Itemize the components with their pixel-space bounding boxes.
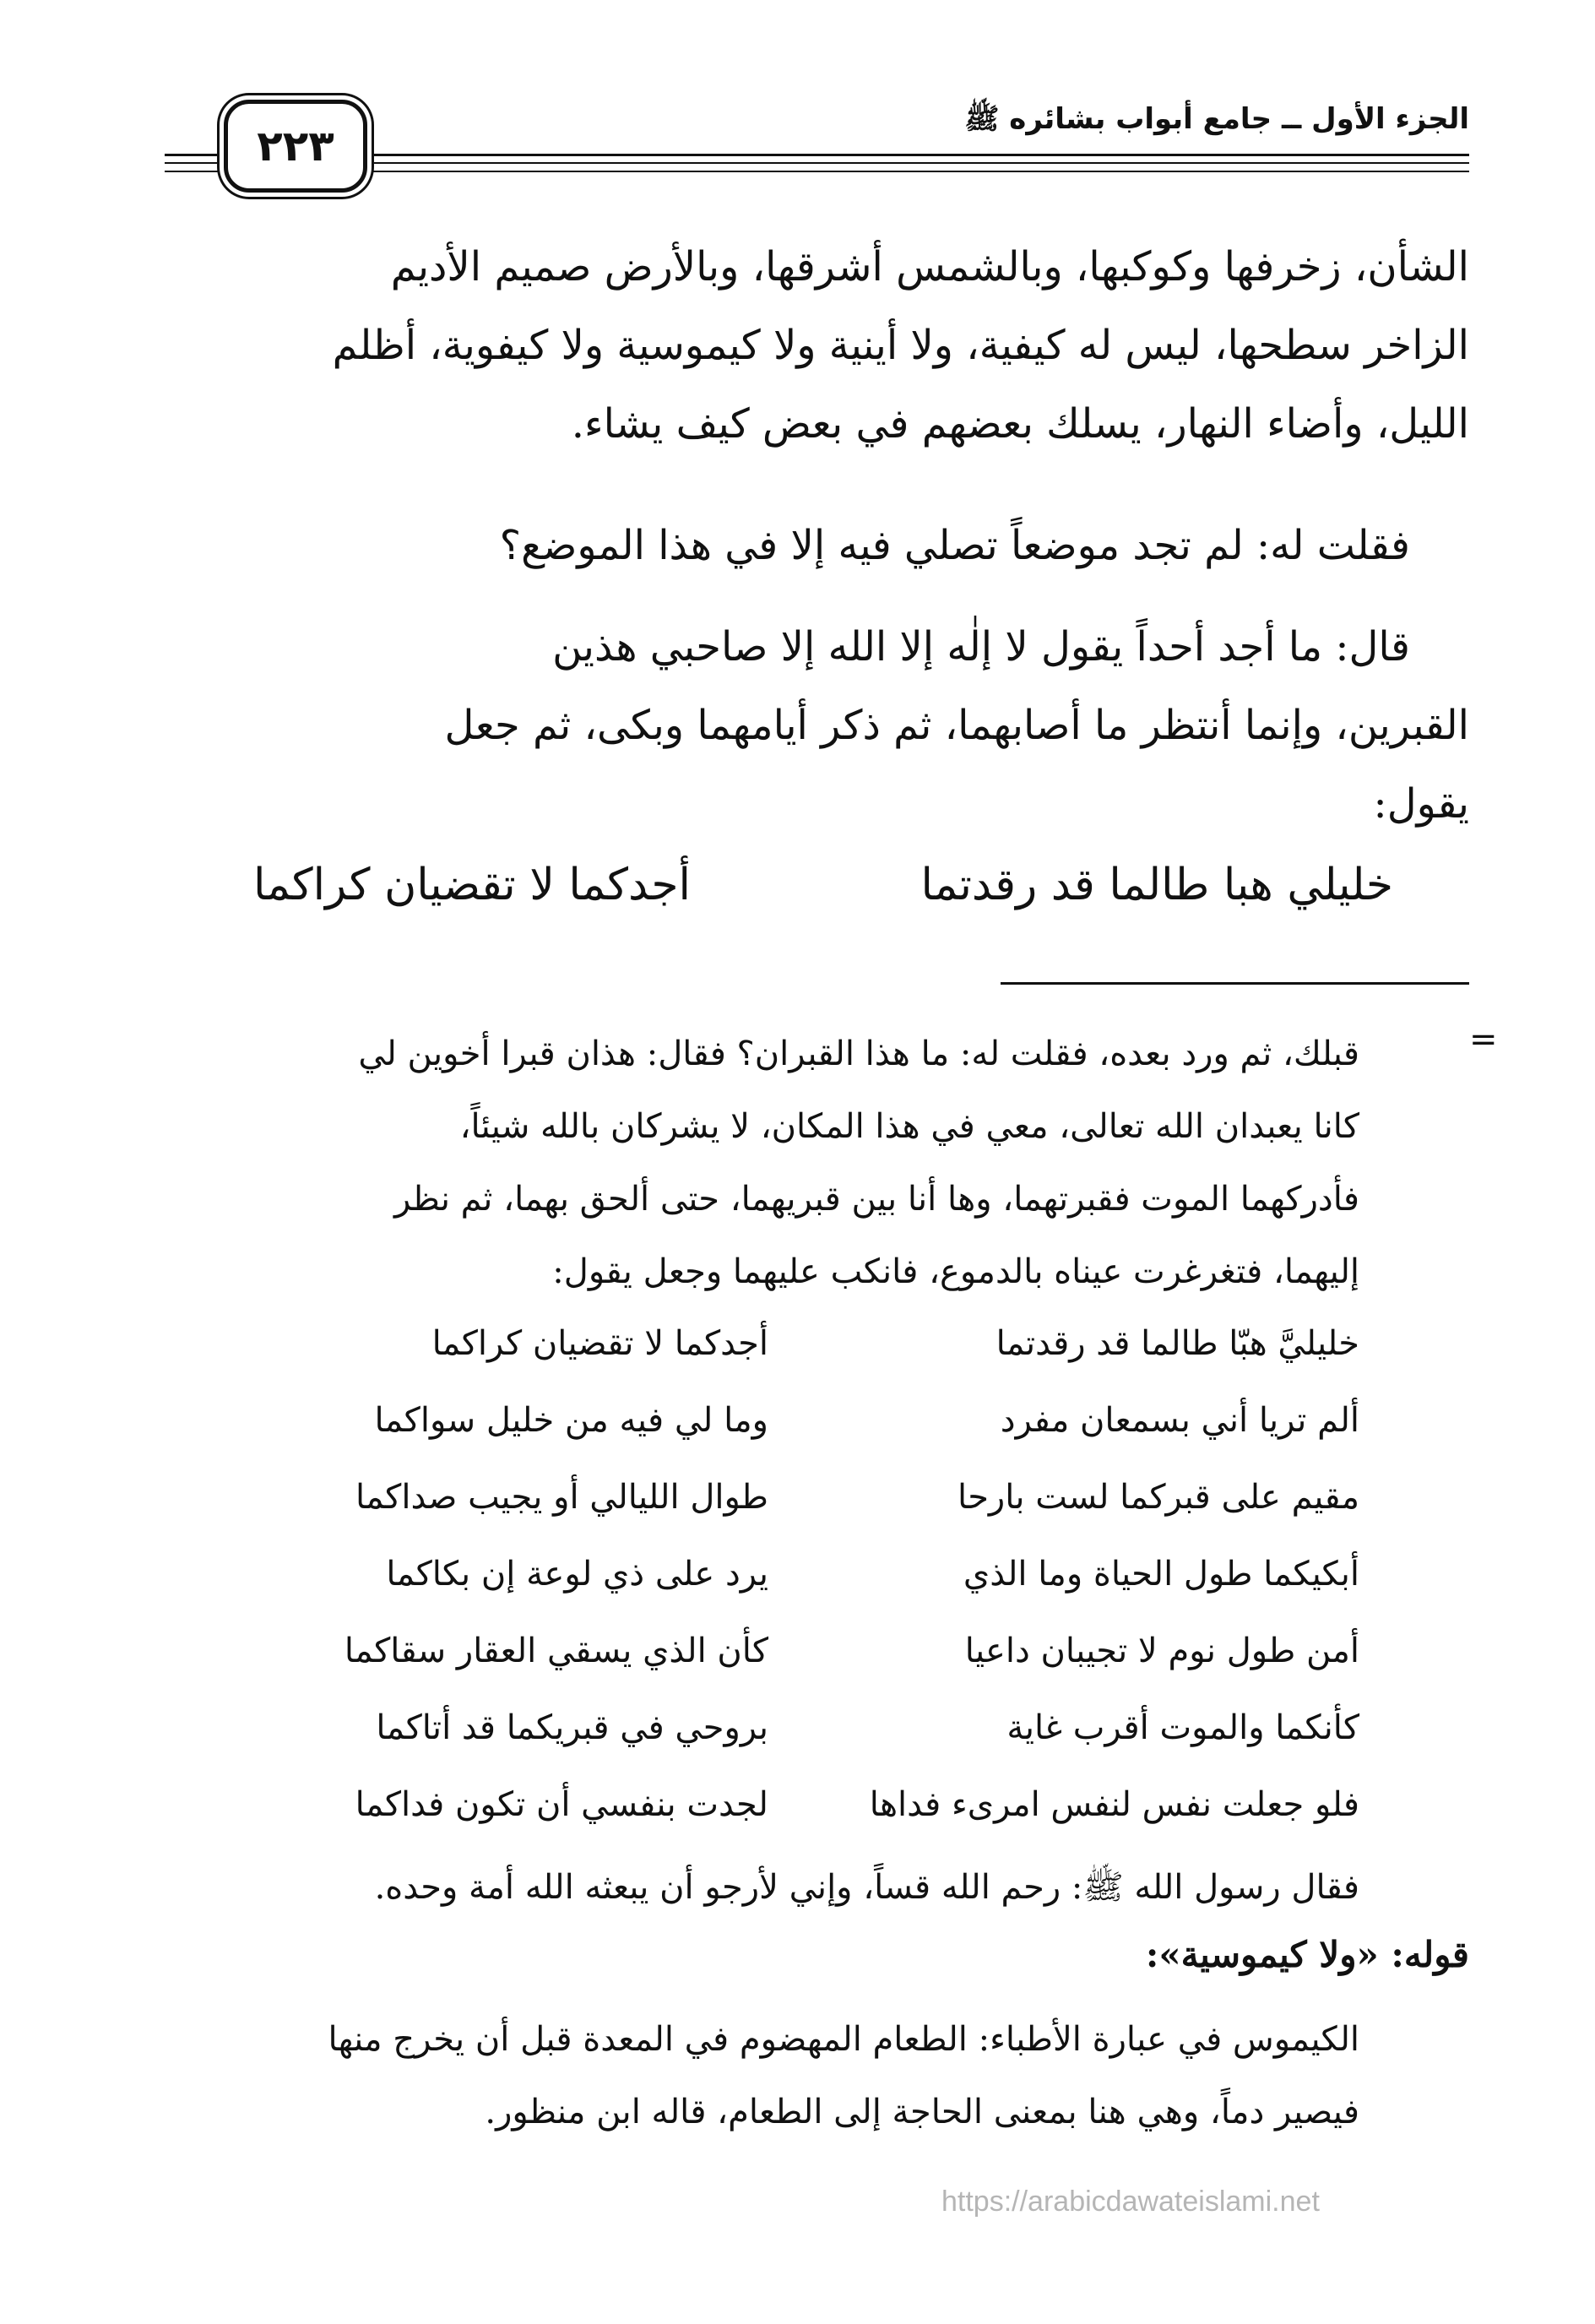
text-line: الزاخر سطحها، ليس له كيفية، ولا أينية ولا كيموسية ولا كيفوية، أظلم (332, 322, 1469, 369)
page-number: ٢٢٣ (224, 100, 367, 193)
verse-first-hemistich: ألم تريا أني بسمعان مفرد (1000, 1400, 1359, 1440)
main-paragraph-2 (177, 507, 1469, 585)
gloss-line: فيصير دماً، وهي هنا بمعنى الحاجة إلى الطعام، قاله ابن منظور. (485, 2093, 1359, 2131)
text-line: قال: ما أجد أحداً يقول لا إلٰه إلا الله إلا صاحبي هذين (552, 623, 1410, 671)
poem-verse (177, 1689, 1359, 1766)
verse-second-hemistich: يرد على ذي لوعة إن بكاكما (386, 1554, 768, 1594)
running-title: الجزء الأول ــ جامع أبواب بشائره ﷺ (964, 102, 1469, 136)
poem-verse (177, 1612, 1359, 1689)
verse-second-hemistich: كأن الذي يسقي العقار سقاكما (344, 1631, 768, 1670)
verse-first-hemistich: خليليَّ هبّا طالما قد رقدتما (996, 1323, 1359, 1363)
footnote-line: قبلك، ثم ورد بعده، فقلت له: ما هذا القبران؟ فقال: هذان قبرا أخوين لي (358, 1034, 1359, 1073)
verse-second-hemistich: وما لي فيه من خليل سواكما (374, 1400, 768, 1440)
poem-verse (177, 1382, 1359, 1458)
verse-first-hemistich: أبكيكما طول الحياة وما الذي (963, 1554, 1359, 1594)
poem-verse (177, 1305, 1359, 1382)
footnote-separator (1001, 982, 1469, 985)
text-line: يقول: (1373, 780, 1469, 828)
poem-verse (177, 1458, 1359, 1535)
footnote-line: فأدركهما الموت فقبرتهما، وها أنا بين قبريهما، حتى ألحق بهما، ثم نظر (393, 1180, 1359, 1219)
footnote-paragraph (177, 1018, 1359, 1308)
commentary-gloss (177, 2003, 1359, 2148)
verse-first-hemistich: فلو جعلت نفس لنفس امرىء فداها (869, 1784, 1359, 1824)
text-line: القبرين، وإنما أنتظر ما أصابهما، ثم ذكر أيامهما وبكى، ثم جعل (444, 702, 1469, 749)
watermark-url: https://arabicdawateislami.net (941, 2186, 1320, 2218)
page-header (165, 84, 1469, 203)
footnote-line: كانا يعبدان الله تعالى، معي في هذا المكان، لا يشركان بالله شيئاً، (459, 1107, 1359, 1146)
verse-second-hemistich: أجدكما لا تقضيان كراكما (253, 860, 691, 910)
verse-couplet (253, 860, 1393, 910)
poem-verse (177, 1766, 1359, 1843)
verse-first-hemistich: خليلي هبا طالما قد رقدتما (920, 860, 1393, 910)
verse-second-hemistich: بروحي في قبريكما قد أتاكما (376, 1708, 768, 1747)
verse-first-hemistich: أمن طول نوم لا تجيبان داعيا (964, 1631, 1359, 1670)
text-line: فقلت له: لم تجد موضعاً تصلي فيه إلا في هذا الموضع؟ (499, 522, 1410, 569)
text-line: الشأن، زخرفها وكوكبها، وبالشمس أشرقها، وبالأرض صميم الأديم (390, 243, 1469, 290)
main-paragraph-3 (177, 608, 1469, 844)
verse-first-hemistich: مقيم على قبركما لست بارحا (958, 1477, 1359, 1517)
commentary-heading: قوله: «ولا كيموسية»: (1145, 1934, 1469, 1975)
footnote-line: إليهما، فتغرغرت عيناه بالدموع، فانكب عليهما وجعل يقول: (552, 1252, 1359, 1291)
verse-second-hemistich: طوال الليالي أو يجيب صداكما (355, 1477, 768, 1517)
gloss-line: الكيموس في عبارة الأطباء: الطعام المهضوم في المعدة قبل أن يخرج منها (328, 2020, 1359, 2059)
footnote-poem (177, 1305, 1359, 1843)
footnote-closing (177, 1851, 1359, 1924)
main-paragraph-1 (177, 228, 1469, 464)
footnote-line: فقال رسول الله ﷺ: رحم الله قساً، وإني لأرجو أن يبعثه الله أمة وحده. (374, 1868, 1359, 1907)
text-line: الليل، وأضاء النهار، يسلك بعضهم في بعض كيف يشاء. (571, 400, 1469, 448)
verse-second-hemistich: لجدت بنفسي أن تكون فداكما (355, 1784, 768, 1824)
footnote-continuation-marker: = (1469, 1020, 1498, 1059)
verse-second-hemistich: أجدكما لا تقضيان كراكما (431, 1323, 768, 1363)
poem-verse (177, 1535, 1359, 1612)
verse-first-hemistich: كأنكما والموت أقرب غاية (1006, 1708, 1359, 1747)
